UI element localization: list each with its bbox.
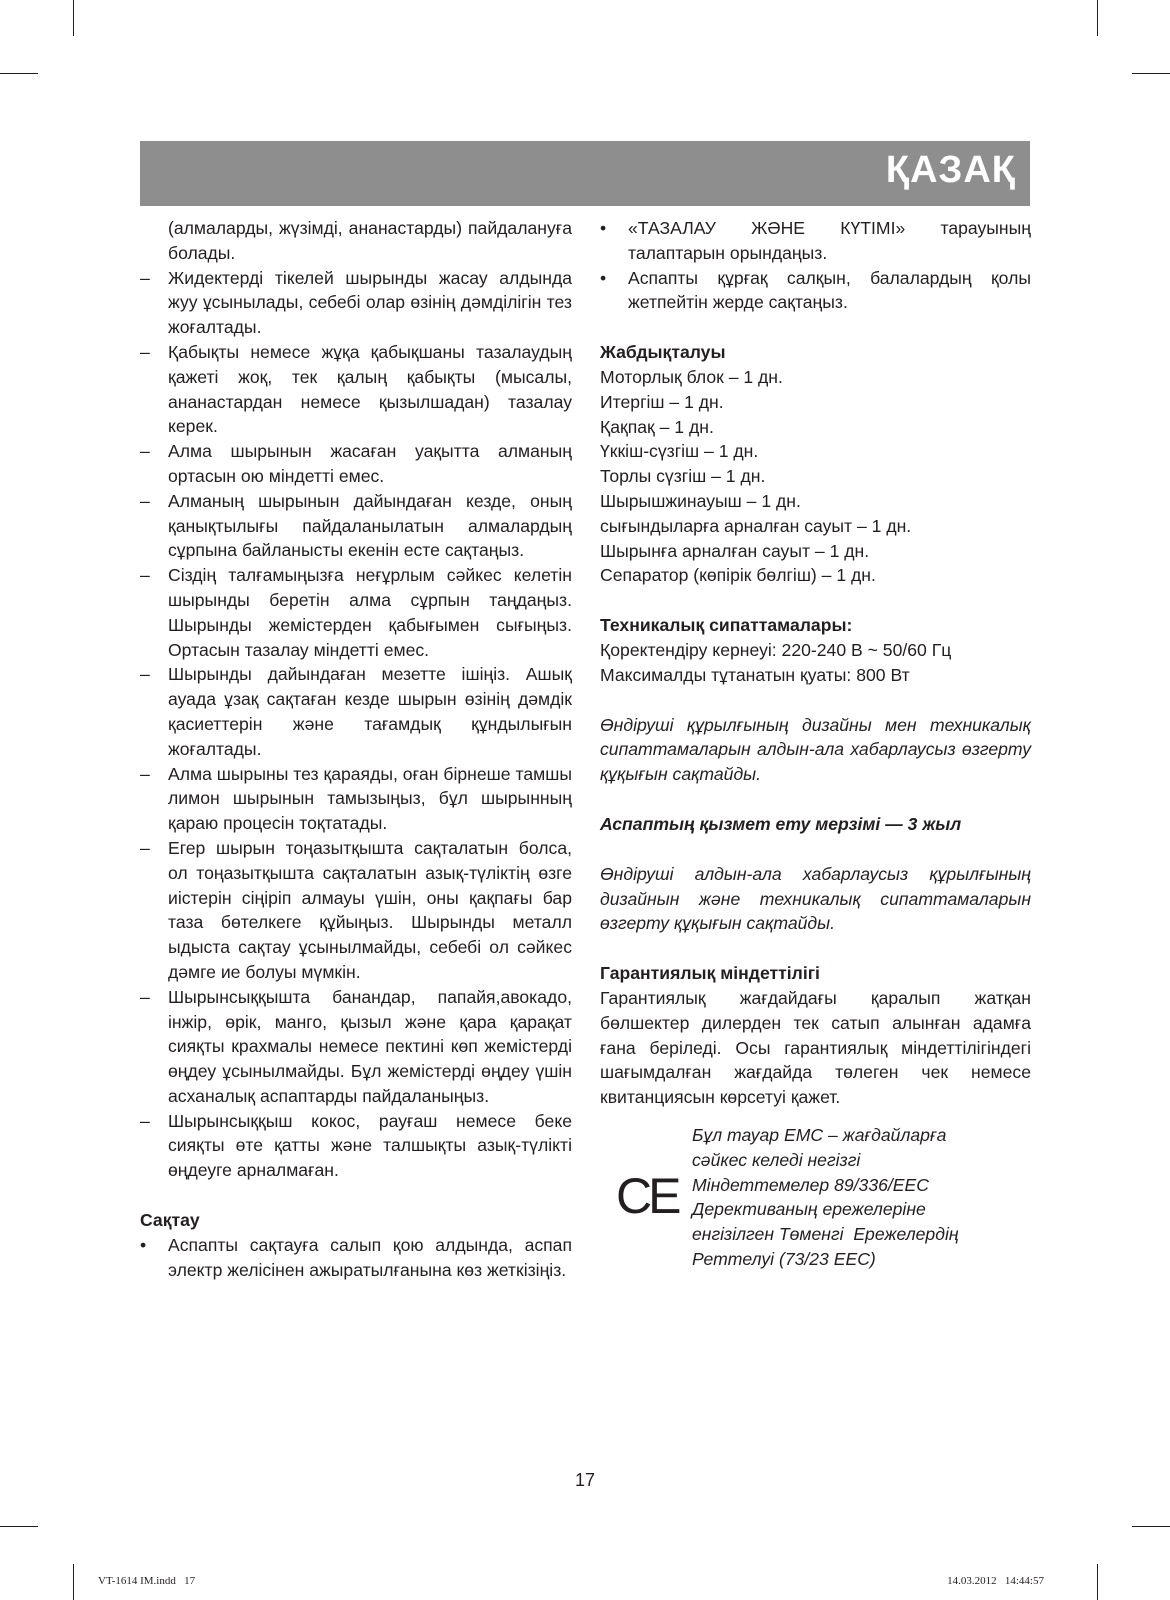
intro-paragraph: (алмаларды, жүзімді, ананастарды) пайдалануға болады. (168, 218, 572, 263)
list-item: • Аспапты сақтауға салып қою алдында, аспап электр желісінен ажыратылғанына көз жеткізіңіз. (140, 1234, 572, 1280)
tech-spec: Қоректендіру кернеуі: 220-240 В ~ 50/60 Гц (600, 639, 952, 660)
language-header-bar (140, 141, 1030, 206)
equipment-item: Торлы сүзгіш – 1 дн. (600, 466, 766, 487)
manufacturer-notice: Өндіруші құрылғының дизайны мен техникалық сипаттамаларын алдын-ала хабарлаусыз өзгерту құқығын сақтайды. (600, 714, 1031, 785)
ce-compliance-block (600, 1123, 1031, 1273)
equipment-item: Итергіш – 1 дн. (600, 391, 724, 412)
list-item: – Егер шырын тоңазытқышта сақталатын болса, ол тоңазытқышта сақталатын азық-түліктің өзге иістерін сіңіріп алмауы үшін, оны қақпағы бар таза бөтелкеге құйыңыз. Шырынды металл ыдыста сақтау ұсынылмайды, себебі ол сәйкес дәмге ие болуы мүмкін. (140, 837, 572, 982)
equipment-item: сығындыларға арналған сауыт – 1 дн. (600, 515, 912, 536)
equipment-item: Шырынға арналған сауыт – 1 дн. (600, 540, 870, 561)
ce-mark-icon: CE (616, 1167, 678, 1224)
page-number: 17 (574, 1470, 596, 1490)
service-life: Аспаптың қызмет ету мерзімі — 3 жыл (600, 813, 962, 834)
list-item: – Сіздің талғамыңызға неғұрлым сәйкес келетін шырынды беретін алма сұрпын таңдаңыз. Шырынды жемістерден қабығымен сығыңыз. Ортасын тазалау міндетті емес. (140, 565, 572, 660)
list-item: – Алма шырынын жасаған уақытта алманың ортасын ою міндетті емес. (140, 441, 572, 486)
page-title: ҚАЗАҚ (885, 149, 1016, 191)
warranty-heading: Гарантиялық міндеттілігі (600, 963, 820, 984)
list-item: – Шырынсыққышта банандар, папайя,авокадо, інжір, өрік, манго, қызыл және қара қарақат сияқты крахмалы немесе пектині көп жемістерді өңдеу ұсынылмайды. Бұл жемістерді өңдеу үшін асханалық аспаптарды пайдаланыңыз. (140, 986, 572, 1106)
equipment-item: Сепаратор (көпірік бөлгіш) – 1 дн. (600, 565, 876, 586)
list-item: • «ТАЗАЛАУ ЖӘНЕ КҮТІМІ» тарауының талаптарын орындаңыз. (600, 218, 1031, 263)
crop-mark (1097, 0, 1098, 36)
list-item: – Шырынсыққыш кокос, рауғаш немесе беке сияқты өте қатты және талшықты азық-түлікті өңдеуге арналмаған. (140, 1110, 572, 1181)
list-item: – Алманың шырынын дайындаған кезде, оның қанықтылығы пайдаланылатын алмалардың сұрпына байланысты екенін есте сақтаңыз. (140, 490, 572, 561)
footer-datetime: 14.03.2012 14:44:57 (947, 1575, 1044, 1587)
list-item: – Жидектерді тікелей шырынды жасау алдында жуу ұсынылады, себебі олар өзінің дәмділігін тез жоғалтады. (140, 267, 572, 338)
manufacturer-notice: Өндіруші алдын-ала хабарлаусыз құрылғының дизайнын және техникалық сипаттамаларын өзгерту құқығын сақтайды. (600, 863, 1031, 934)
tech-heading: Техникалық сипаттамалары: (600, 615, 853, 636)
equipment-item: Шырышжинауыш – 1 дн. (600, 490, 801, 511)
right-column (600, 216, 1031, 1273)
list-item: – Қабықты немесе жұқа қабықшаны тазалаудың қажеті жоқ, тек қалың қабықты (мысалы, ананастардан немесе қызылшадан) тазалау керек. (140, 341, 572, 437)
crop-mark (0, 1526, 38, 1527)
crop-mark (1132, 1526, 1170, 1527)
footer-file-info: VT-1614 IM.indd 17 (98, 1575, 196, 1587)
equipment-item: Үккіш-сүзгіш – 1 дн. (600, 441, 759, 462)
ce-compliance-text: Бұл тауар ЕМС – жағдайларға сәйкес келеді негізгі Міндеттемелер 89/336/ЕЕС Дерективаның ережелеріне енгізілген Төменгі Ережелердің Реттелуі (73/23 ЕЕС) (692, 1124, 959, 1269)
crop-mark (73, 0, 74, 36)
crop-mark (1132, 73, 1170, 74)
tech-spec: Максималды тұтанатын қуаты: 800 Вт (600, 664, 910, 685)
crop-mark (0, 73, 38, 74)
equipment-item: Қақпақ – 1 дн. (600, 416, 714, 437)
equipment-item: Моторлық блок – 1 дн. (600, 366, 783, 387)
list-item: – Шырынды дайындаған мезетте ішіңіз. Ашық ауада ұзақ сақтаған кезде шырын өзінің дәмдік қасиеттерін және тағамдық құндылығын жоғалтады. (140, 664, 572, 759)
list-item: – Алма шырыны тез қараяды, оған бірнеше тамшы лимон шырынын тамызыңыз, бұл шырынның қараю процесін тоқтатады. (140, 763, 572, 834)
equipment-heading: Жабдықталуы (600, 342, 726, 363)
list-item: • Аспапты құрғақ салқын, балалардың қолы жетпейтін жерде сақтаңыз. (600, 267, 1031, 313)
storage-heading: Сақтау (140, 1210, 200, 1231)
warranty-text: Гарантиялық жағдайдағы қаралып жатқан бөлшектер дилерден тек сатып алынған адамға ғана беріледі. Осы гарантиялық міндеттілігіндегі шағымдалған жағдайда төлеген чек немесе квитанциясын көрсетуі қажет. (600, 987, 1031, 1108)
left-column (140, 216, 572, 1282)
crop-mark (1097, 1564, 1098, 1600)
crop-mark (73, 1564, 74, 1600)
